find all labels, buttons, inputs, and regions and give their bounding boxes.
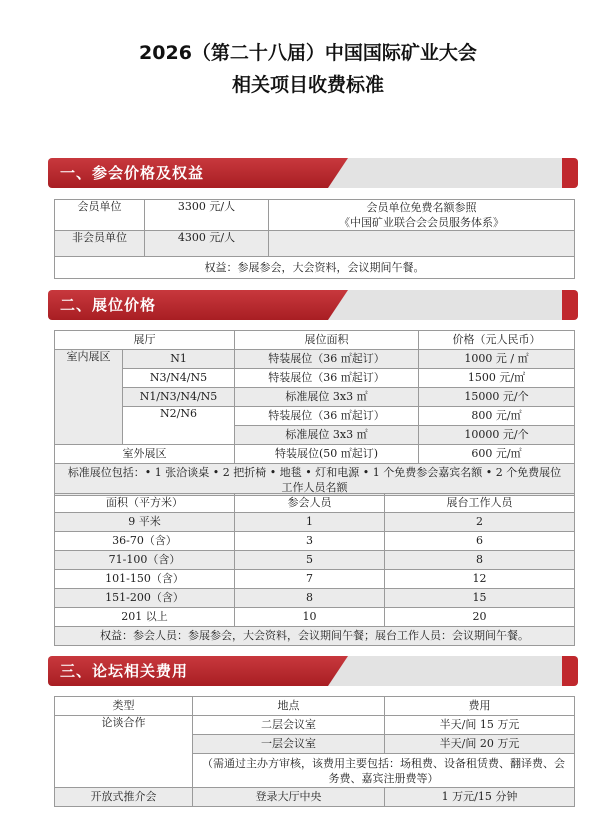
col-header-place: 地点 <box>193 697 385 716</box>
size-cell: 71-100（含） <box>55 551 235 570</box>
standard-booth-note: 标准展位包括：• 1 张洽谈桌 • 2 把折椅 • 地毯 • 灯和电源 • 1 个免费参会嘉宾名额 • 2 个免费展位工作人员名额 <box>55 464 575 496</box>
col-header-size: 面积（平方米） <box>55 494 235 513</box>
staff-cell: 20 <box>385 608 575 627</box>
staff-cell: 8 <box>385 551 575 570</box>
table-row <box>55 464 575 496</box>
member-type: 会员单位 <box>55 200 145 231</box>
table-row <box>55 231 575 257</box>
hall-cell: N2/N6 <box>123 407 235 445</box>
attendance-rights: 权益：参展参会，大会资料，会议期间午餐。 <box>55 257 575 279</box>
table-row <box>55 627 575 646</box>
staff-cell: 15 <box>385 589 575 608</box>
section-3-heading: 三、论坛相关费用 <box>60 662 189 680</box>
table-row <box>55 388 575 407</box>
table-row <box>55 331 575 350</box>
price-cell: 1500 元/㎡ <box>419 369 575 388</box>
col-header-attendees: 参会人员 <box>235 494 385 513</box>
doc-title: 2026（第二十八届）中国国际矿业大会 <box>139 42 477 64</box>
section-2-banner <box>48 290 578 320</box>
staff-cell: 12 <box>385 570 575 589</box>
table-row <box>55 697 575 716</box>
attendee-cell: 7 <box>235 570 385 589</box>
attendee-cell: 8 <box>235 589 385 608</box>
fee-cell: 半天/间 15 万元 <box>385 716 575 735</box>
size-cell: 101-150（含） <box>55 570 235 589</box>
open-type-cell: 开放式推介会 <box>55 788 193 807</box>
col-header-fee: 费用 <box>385 697 575 716</box>
price-cell: 15000 元/个 <box>419 388 575 407</box>
section-1-banner <box>48 158 578 188</box>
staff-cell: 2 <box>385 513 575 532</box>
area-cell: 标准展位 3x3 ㎡ <box>235 426 419 445</box>
place-cell: 一层会议室 <box>193 735 385 754</box>
attendee-cell: 5 <box>235 551 385 570</box>
area-cell: 特装展位（36 ㎡起订） <box>235 350 419 369</box>
table-row <box>55 257 575 279</box>
outdoor-hall-label: 室外展区 <box>55 445 235 464</box>
table-row <box>55 350 575 369</box>
col-header-price: 价格（元人民币） <box>419 331 575 350</box>
attendee-cell: 3 <box>235 532 385 551</box>
member-note: 会员单位免费名额参照 《中国矿业联合会会员服务体系》 <box>269 200 575 231</box>
table-row <box>55 369 575 388</box>
size-cell: 36-70（含） <box>55 532 235 551</box>
place-cell: 二层会议室 <box>193 716 385 735</box>
price-cell: 600 元/㎡ <box>419 445 575 464</box>
area-cell: 标准展位 3x3 ㎡ <box>235 388 419 407</box>
col-header-hall: 展厅 <box>55 331 235 350</box>
col-header-area: 展位面积 <box>235 331 419 350</box>
section-2-heading: 二、展位价格 <box>60 296 157 314</box>
booth-rights: 权益：参会人员：参展参会，大会资料，会议期间午餐；展台工作人员：会议期间午餐。 <box>55 627 575 646</box>
staff-cell: 6 <box>385 532 575 551</box>
col-header-staff: 展台工作人员 <box>385 494 575 513</box>
talk-type-cell: 论谈合作 <box>55 716 193 788</box>
section-1-heading: 一、参会价格及权益 <box>60 164 205 182</box>
section-3-banner <box>48 656 578 686</box>
member-price: 3300 元/人 <box>145 200 269 231</box>
attendee-cell: 1 <box>235 513 385 532</box>
indoor-hall-label: 室内展区 <box>55 350 123 445</box>
place-cell: 登录大厅中央 <box>193 788 385 807</box>
table-row <box>55 570 575 589</box>
forum-fee-table <box>54 696 575 807</box>
hall-cell: N1/N3/N4/N5 <box>123 388 235 407</box>
table-row <box>55 788 575 807</box>
size-cell: 9 平米 <box>55 513 235 532</box>
col-header-type: 类型 <box>55 697 193 716</box>
area-cell: 特装展位（36 ㎡起订） <box>235 407 419 426</box>
table-row <box>55 494 575 513</box>
fee-cell: 1 万元/15 分钟 <box>385 788 575 807</box>
price-cell: 10000 元/个 <box>419 426 575 445</box>
table-row <box>55 407 575 426</box>
attendee-cell: 10 <box>235 608 385 627</box>
table-row <box>55 200 575 231</box>
doc-subtitle: 相关项目收费标准 <box>231 74 384 96</box>
hall-cell: N1 <box>123 350 235 369</box>
table-row <box>55 716 575 735</box>
booth-staff-table <box>54 493 575 646</box>
table-row <box>55 589 575 608</box>
size-cell: 151-200（含） <box>55 589 235 608</box>
area-cell: 特装展位(50 ㎡起订) <box>235 445 419 464</box>
table-row <box>55 445 575 464</box>
forum-fee-note: （需通过主办方审核，该费用主要包括：场租费、设备租赁费、翻译费、会务费、嘉宾注册费等） <box>193 754 575 788</box>
table-row <box>55 513 575 532</box>
nonmember-type: 非会员单位 <box>55 231 145 257</box>
nonmember-price: 4300 元/人 <box>145 231 269 257</box>
area-cell: 特装展位（36 ㎡起订） <box>235 369 419 388</box>
price-cell: 1000 元 / ㎡ <box>419 350 575 369</box>
hall-cell: N3/N4/N5 <box>123 369 235 388</box>
fee-cell: 半天/间 20 万元 <box>385 735 575 754</box>
attendance-price-table <box>54 199 575 279</box>
table-row <box>55 532 575 551</box>
price-cell: 800 元/㎡ <box>419 407 575 426</box>
table-row <box>55 608 575 627</box>
booth-price-table <box>54 330 575 496</box>
size-cell: 201 以上 <box>55 608 235 627</box>
table-row <box>55 551 575 570</box>
